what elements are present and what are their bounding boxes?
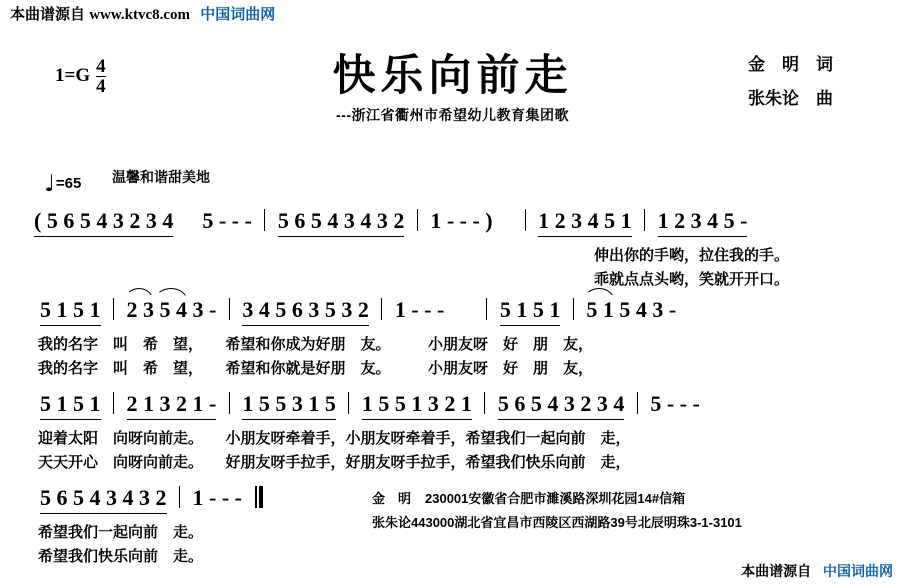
tempo-marking — [44, 170, 82, 197]
address-block — [372, 487, 742, 535]
barline — [381, 298, 382, 320]
lyric-s4-verse2: 希望我们快乐向前 走。 — [38, 547, 204, 565]
lyric-s3-verse2: 天天开心 向呀向前走。 好朋友呀手拉手，好朋友呀手拉手，希望我们快乐向前 走， — [38, 453, 631, 471]
slur-icon — [125, 288, 153, 300]
composer: 张朱论 曲 — [748, 89, 833, 108]
notes-s4-m2: 1 - - - — [192, 485, 242, 510]
slur-icon — [584, 288, 614, 300]
notes-s1-m1: ( 5 6 5 4 3 2 3 4 — [34, 208, 173, 237]
slur-icon — [155, 288, 187, 300]
tempo-value: =65 — [55, 175, 82, 192]
quarter-note-icon: ♩ — [44, 171, 55, 197]
top-url: www.ktvc8.com — [89, 7, 191, 23]
meter-numerator: 4 — [96, 56, 106, 77]
top-site-name: 中国词曲网 — [200, 6, 276, 23]
notes-s2-m2: 2 3 5 4 3 - — [127, 297, 217, 323]
address-name-1: 金 明 — [372, 491, 412, 506]
key-label: 1=G — [55, 65, 91, 87]
top-watermark — [10, 3, 275, 24]
barline — [486, 298, 487, 320]
barline — [229, 298, 230, 320]
notes-s2-m6: 5 1 5 4 3 - — [586, 297, 676, 323]
notes-s3-m6: 5 - - - — [650, 391, 700, 416]
lyric-s3-verse1: 迎着太阳 向呀向前走。 小朋友呀牵着手，小朋友呀牵着手，希望我们一起向前 走， — [38, 429, 631, 447]
notes-s4-m1: 5 6 5 4 3 4 3 2 — [40, 485, 167, 514]
address-text-2: 443000湖北省宜昌市西陵区西湖路39号北辰明珠3-1-3101 — [411, 515, 742, 530]
notes-s3-m4: 1 5 5 1 3 2 1 — [362, 391, 472, 420]
lyric-s1-verse1: 伸出你的手哟，拉住我的手。 — [594, 246, 790, 264]
notes-s1-m5: 1 2 3 4 5 1 — [538, 208, 632, 237]
barline — [525, 209, 526, 231]
barline — [637, 392, 638, 414]
final-barline-icon — [255, 486, 263, 508]
notes-s3-m1: 5 1 5 1 — [40, 391, 101, 420]
lyric-s1-verse2: 乖就点点头哟，笑就开开口。 — [594, 270, 790, 288]
top-source-text: 本曲谱源自 — [10, 6, 86, 23]
address-line-2 — [372, 511, 742, 535]
notes-s3-m3: 1 5 5 3 1 5 — [242, 391, 336, 420]
notes-s2-m5: 5 1 5 1 — [500, 297, 561, 326]
credits — [748, 48, 833, 116]
bottom-watermark — [741, 561, 893, 581]
notes-s1-m4: 1 - - - ) — [430, 208, 493, 233]
notes-s2-m1: 5 1 5 1 — [40, 297, 101, 326]
song-subtitle: ---浙江省衢州市希望幼儿教育集团歌 — [336, 107, 569, 123]
bottom-site-name: 中国词曲网 — [823, 563, 893, 579]
barline — [229, 392, 230, 414]
barline — [179, 486, 180, 508]
notes-s3-m2: 2 1 3 2 1 - — [127, 391, 217, 420]
barline — [417, 209, 418, 231]
lyric-s2-verse2: 我的名字 叫 希 望， 希望和你就是好朋 友。 小朋友呀 好 朋 友， — [38, 359, 594, 377]
barline — [644, 209, 645, 231]
barline — [573, 298, 574, 320]
address-name-2: 张朱论 — [372, 515, 412, 530]
bottom-source-text: 本曲谱源自 — [741, 563, 812, 579]
notes-s2-m3: 3 4 5 6 3 5 3 2 — [242, 297, 369, 326]
notes-s1-m2: 5 - - - — [202, 208, 252, 233]
barline — [348, 392, 349, 414]
barline — [484, 392, 485, 414]
notes-s2-m4: 1 - - - — [394, 297, 445, 322]
barline — [113, 392, 114, 414]
notes-s3-m5: 5 6 5 4 3 2 3 4 — [498, 391, 625, 420]
song-title: 快乐向前走 — [332, 51, 573, 101]
meter-denominator: 4 — [96, 76, 106, 98]
address-text-1: 230001安徽省合肥市濉溪路深圳花园14#信箱 — [425, 491, 686, 506]
lyricist: 金 明 词 — [748, 55, 833, 74]
barline — [264, 209, 265, 231]
address-line-1 — [372, 487, 742, 511]
expression-marking: 温馨和谐甜美地 — [112, 169, 210, 185]
notes-s1-m6: 1 2 3 4 5 - — [658, 208, 748, 237]
notes-s1-m3: 5 6 5 4 3 4 3 2 — [278, 208, 405, 237]
barline — [113, 298, 114, 320]
lyric-s2-verse1: 我的名字 叫 希 望， 希望和你成为好朋 友。 小朋友呀 好 朋 友， — [38, 335, 594, 353]
lyric-s4-verse1: 希望我们一起向前 走。 — [38, 523, 204, 541]
